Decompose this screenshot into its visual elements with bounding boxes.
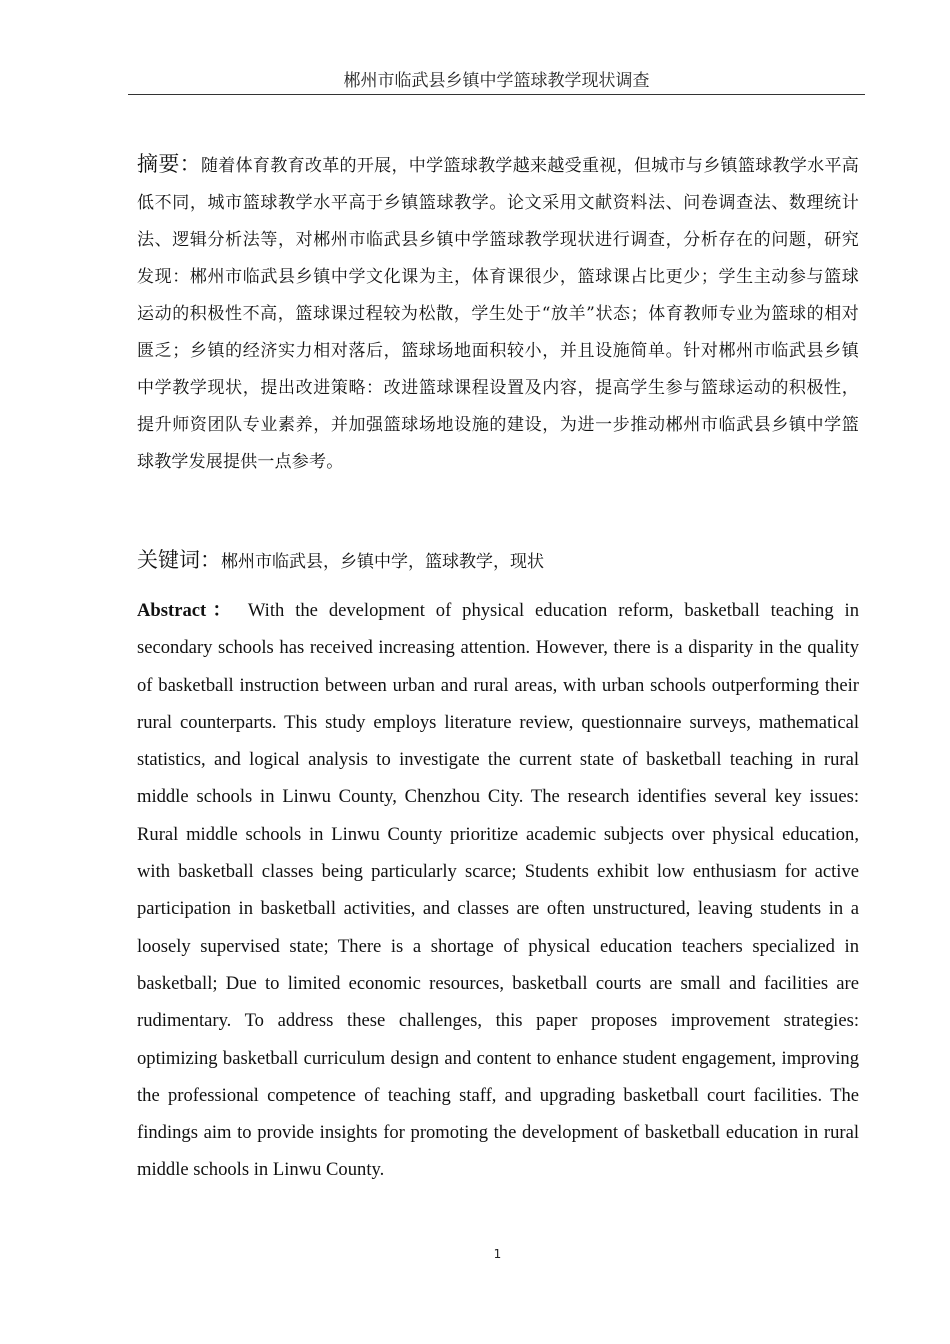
abstract-english-label: Abstract： (137, 600, 238, 621)
abstract-chinese (137, 146, 859, 481)
keywords-chinese (137, 542, 859, 580)
abstract-chinese-text: 随着体育教育改革的开展，中学篮球教学越来越受重视，但城市与乡镇篮球教学水平高低不同，城市篮球教学水平高于乡镇篮球教学。论文采用文献资料法、问卷调查法、数理统计法、逻辑分析法等，对郴州市临武县乡镇中学篮球教学现状进行调查，分析存在的问题，研究发现：郴州市临武县乡镇中学文化课为主，体育课很少，篮球课占比更少；学生主动参与篮球运动的积极性不高，篮球课过程较为松散，学生处于“放羊”状态；体育教师专业为篮球的相对匮乏；乡镇的经济实力相对落后，篮球场地面积较小，并且设施简单。针对郴州市临武县乡镇中学教学现状，提出改进策略：改进篮球课程设置及内容，提高学生参与篮球运动的积极性，提升师资团队专业素养，并加强篮球场地设施的建设，为进一步推动郴州市临武县乡镇中学篮球教学发展提供一点参考。 (137, 156, 859, 472)
keywords-chinese-label: 关键词： (137, 548, 221, 572)
keywords-chinese-text: 郴州市临武县，乡镇中学，篮球教学，现状 (221, 552, 544, 572)
running-header-title: 郴州市临武县乡镇中学篮球教学现状调查 (128, 70, 865, 95)
abstract-english (137, 592, 859, 1189)
page-number: 1 (493, 1247, 502, 1261)
abstract-english-text: With the development of physical education reform, basketball teaching in secondary schools has received increasing attention. However, there is a disparity in the quality of basketball instruction between urban and rural areas, with urban schools outperforming their rural counterparts. This study employs literature review, questionnaire surveys, mathematical statistics, and logical analysis to investigate the current state of basketball teaching in rural middle schools in Linwu County, Chenzhou City. The research identifies several key issues: Rural middle schools in Linwu County prioritize academic subjects over physical education, with basketball classes being particularly scarce; Students exhibit low enthusiasm for active participation in basketball activities, and classes are often unstructured, leaving students in a loosely supervised state; There is a shortage of physical education teachers specialized in basketball; Due to limited economic resources, basketball courts are small and facilities are rudimentary. To address these challenges, this paper proposes improvement strategies: optimizing basketball curriculum design and content to enhance student engagement, improving the professional competence of teaching staff, and upgrading basketball court facilities. The findings aim to provide insights for promoting the development of basketball education in rural middle schools in Linwu County. (137, 600, 859, 1181)
abstract-chinese-label: 摘要： (137, 152, 201, 176)
